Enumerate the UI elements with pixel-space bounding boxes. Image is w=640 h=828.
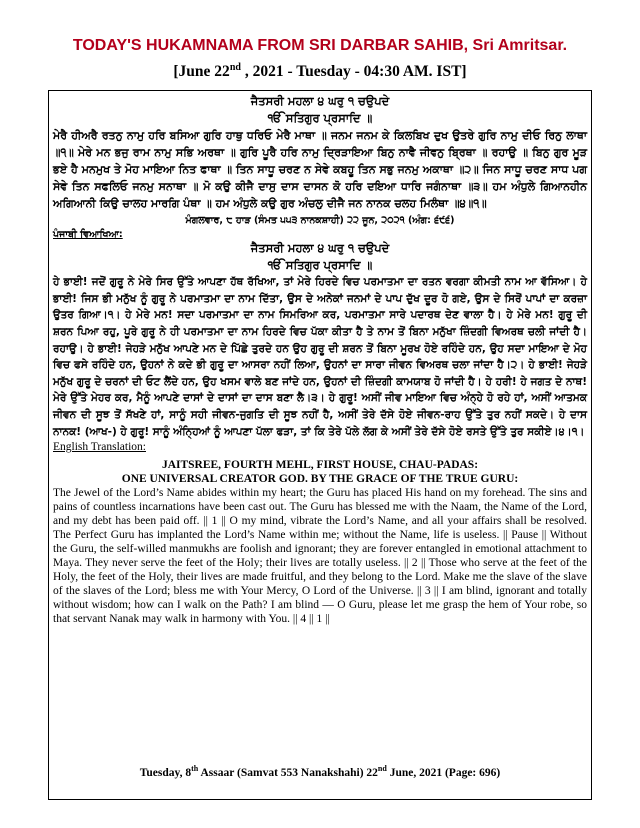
footer-date xyxy=(49,764,591,779)
hukamnama-box xyxy=(48,90,592,800)
english-label: English Translation: xyxy=(53,441,146,454)
footer-sup-2: nd xyxy=(377,764,387,774)
punjabi-text: ਹੇ ਭਾਈ! ਜਦੋਂ ਗੁਰੂ ਨੇ ਮੇਰੇ ਸਿਰ ਉੱਤੇ ਆਪਣਾ ਹੱਥ ਰੱਖਿਆ, ਤਾਂ ਮੇਰੇ ਹਿਰਦੇ ਵਿਚ ਪਰਮਾਤਮਾ ਦਾ ਰਤਨ ਵਰਗਾ ਕੀਮਤੀ ਨਾਮ ਆ ਵੱਸਿਆ। ਹੇ ਭਾਈ! ਜਿਸ ਭੀ ਮਨੁੱਖ ਨੂੰ ਗੁਰੂ ਨੇ ਪਰਮਾਤਮਾ ਦਾ ਨਾਮ ਦਿੱਤਾ, ਉਸ ਦੇ ਅਨੇਕਾਂ ਜਨਮਾਂ ਦੇ ਪਾਪ ਦੁੱਖ ਦੂਰ ਹੋ ਗਏ, ਉਸ ਦੇ ਸਿਰੋਂ ਪਾਪਾਂ ਦਾ ਕਰਜ਼ਾ ਉਤਰ ਗਿਆ।੧। ਹੇ ਮੇਰੇ ਮਨ! ਸਦਾ ਪਰਮਾਤਮਾ ਦਾ ਨਾਮ ਸਿਮਰਿਆ ਕਰ, ਪਰਮਾਤਮਾ ਸਾਰੇ ਪਦਾਰਥ ਦੇਣ ਵਾਲਾ ਹੈ। ਹੇ ਮੇਰੇ ਮਨ! ਗੁਰੂ ਦੀ ਸ਼ਰਨ ਪਿਆ ਰਹੁ, ਪੂਰੇ ਗੁਰੂ ਨੇ ਹੀ ਪਰਮਾਤਮਾ ਦਾ ਨਾਮ ਹਿਰਦੇ ਵਿਚ ਪੱਕਾ ਕੀਤਾ ਹੈ ਤੇ ਨਾਮ ਤੋਂ ਬਿਨਾ ਮਨੁੱਖਾ ਜ਼ਿੰਦਗੀ ਵਿਅਰਥ ਚਲੀ ਜਾਂਦੀ ਹੈ।ਰਹਾਉ। ਹੇ ਭਾਈ! ਜੇਹੜੇ ਮਨੁੱਖ ਆਪਣੇ ਮਨ ਦੇ ਪਿੱਛੇ ਤੁਰਦੇ ਹਨ ਉਹ ਗੁਰੂ ਦੀ ਸ਼ਰਨ ਤੋਂ ਬਿਨਾ ਮੂਰਖ ਹੋਏ ਰਹਿੰਦੇ ਹਨ, ਉਹ ਸਦਾ ਮਾਇਆ ਦੇ ਮੋਹ ਵਿਚ ਫਸੇ ਰਹਿੰਦੇ ਹਨ, ਉਹਨਾਂ ਨੇ ਕਦੇ ਭੀ ਗੁਰੂ ਦਾ ਆਸਰਾ ਨਹੀਂ ਲਿਆ, ਉਹਨਾਂ ਦਾ ਸਾਰਾ ਜੀਵਨ ਵਿਅਰਥ ਚਲਾ ਜਾਂਦਾ ਹੈ।੨। ਹੇ ਭਾਈ! ਜੇਹੜੇ ਮਨੁੱਖ ਗੁਰੂ ਦੇ ਚਰਨਾਂ ਦੀ ਓਟ ਲੈਂਦੇ ਹਨ, ਉਹ ਖਸਮ ਵਾਲੇ ਬਣ ਜਾਂਦੇ ਹਨ, ਉਹਨਾਂ ਦੀ ਜ਼ਿੰਦਗੀ ਕਾਮਯਾਬ ਹੋ ਜਾਂਦੀ ਹੈ। ਹੇ ਹਰੀ! ਹੇ ਜਗਤ ਦੇ ਨਾਥ! ਮੇਰੇ ਉੱਤੇ ਮੇਹਰ ਕਰ, ਮੈਨੂੰ ਆਪਣੇ ਦਾਸਾਂ ਦੇ ਦਾਸਾਂ ਦਾ ਦਾਸ ਬਣਾ ਲੈ।੩। ਹੇ ਗੁਰੂ! ਅਸੀਂ ਜੀਵ ਮਾਇਆ ਵਿਚ ਅੰਨ੍ਹੇ ਹੋ ਰਹੇ ਹਾਂ, ਅਸੀਂ ਆਤਮਕ ਜੀਵਨ ਦੀ ਸੂਝ ਤੋਂ ਸੱਖਣੇ ਹਾਂ, ਸਾਨੂੰ ਸਹੀ ਜੀਵਨ-ਜੁਗਤਿ ਦੀ ਸੂਝ ਨਹੀਂ ਹੈ, ਅਸੀਂ ਤੇਰੇ ਦੱਸੇ ਹੋਏ ਜੀਵਨ-ਰਾਹ ਉੱਤੇ ਤੁਰ ਨਹੀਂ ਸਕਦੇ। ਹੇ ਦਾਸ ਨਾਨਕ! (ਆਖ-) ਹੇ ਗੁਰੂ! ਸਾਨੂੰ ਅੰਨ੍ਹਿਆਂ ਨੂੰ ਆਪਣਾ ਪੱਲਾ ਫੜਾ, ਤਾਂ ਕਿ ਤੇਰੇ ਪੱਲੇ ਲੱਗ ਕੇ ਅਸੀਂ ਤੇਰੇ ਦੱਸੇ ਹੋਏ ਰਸਤੇ ਉੱਤੇ ਤੁਰ ਸਕੀਏ।੪।੧। xyxy=(53,276,587,438)
gurbani-text: ਮੇਰੈ ਹੀਅਰੈ ਰਤਨੁ ਨਾਮੁ ਹਰਿ ਬਸਿਆ ਗੁਰਿ ਹਾਥੁ ਧਰਿਓ ਮੇਰੈ ਮਾਥਾ ॥ ਜਨਮ ਜਨਮ ਕੇ ਕਿਲਬਿਖ ਦੁਖ ਉਤਰੇ ਗੁਰਿ ਨਾਮੁ ਦੀਓ ਰਿਨੁ ਲਾਥਾ ॥੧॥ ਮੇਰੇ ਮਨ ਭਜੁ ਰਾਮ ਨਾਮੁ ਸਭਿ ਅਰਥਾ ॥ ਗੁਰਿ ਪੂਰੈ ਹਰਿ ਨਾਮੁ ਦ੍ਰਿੜਾਇਆ ਬਿਨੁ ਨਾਵੈ ਜੀਵਨੁ ਬ੍ਰਿਥਾ ॥ ਰਹਾਉ ॥ ਬਿਨੁ ਗੁਰ ਮੂੜ ਭਏ ਹੈ ਮਨਮੁਖ ਤੇ ਮੋਹ ਮਾਇਆ ਨਿਤ ਫਾਥਾ ॥ ਤਿਨ ਸਾਧੂ ਚਰਣ ਨ ਸੇਵੇ ਕਬਹੂ ਤਿਨ ਸਭੁ ਜਨਮੁ ਅਕਾਥਾ ॥੨॥ ਜਿਨ ਸਾਧੂ ਚਰਣ ਸਾਧ ਪਗ ਸੇਵੇ ਤਿਨ ਸਫਲਿਓ ਜਨਮੁ ਸਨਾਥਾ ॥ ਮੋ ਕਉ ਕੀਜੈ ਦਾਸੁ ਦਾਸ ਦਾਸਨ ਕੋ ਹਰਿ ਦਇਆ ਧਾਰਿ ਜਗੰਨਾਥਾ ॥੩॥ ਹਮ ਅੰਧੁਲੇ ਗਿਆਨਹੀਨ ਅਗਿਆਨੀ ਕਿਉ ਚਾਲਹ ਮਾਰਗਿ ਪੰਥਾ ॥ ਹਮ ਅੰਧੁਲੇ ਕਉ ਗੁਰ ਅੰਚਲੁ ਦੀਜੈ ਜਨ ਨਾਨਕ ਚਲਹ ਮਿਲੰਥਾ ॥੪॥੧॥ xyxy=(53,129,587,211)
date-pre: [June 22 xyxy=(173,63,230,81)
punjabi-heading-1: ਜੈਤਸਰੀ ਮਹਲਾ ੪ ਘਰੁ ੧ ਚਉਪਦੇ xyxy=(250,241,390,256)
english-heading-2: ONE UNIVERSAL CREATOR GOD. BY THE GRACE OF THE TRUE GURU: xyxy=(121,473,519,486)
date-post: , 2021 - Tuesday - 04:30 AM. IST] xyxy=(240,63,467,81)
footer-sup-1: th xyxy=(191,764,199,774)
punjabi-label: ਪੰਜਾਬੀ ਵਿਆਖਿਆ: xyxy=(53,229,123,241)
document-page xyxy=(48,36,592,800)
date-sup: nd xyxy=(229,62,241,73)
gurbani-heading-1: ਜੈਤਸਰੀ ਮਹਲਾ ੪ ਘਰੁ ੧ ਚਉਪਦੇ xyxy=(250,94,390,109)
title-place: Sri Amritsar. xyxy=(468,37,568,54)
gurbani-meta: ਮੰਗਲਵਾਰ, ੮ ਹਾੜ (ਸੰਮਤ ੫੫੩ ਨਾਨਕਸ਼ਾਹੀ) ੨੨ ਜੂਨ, ੨੦੨੧ (ਅੰਗ: ੬੯੬) xyxy=(185,215,455,227)
english-heading-1: JAITSREE, FOURTH MEHL, FIRST HOUSE, CHAU-PADAS: xyxy=(161,459,479,472)
english-text: The Jewel of the Lord’s Name abides within my heart; the Guru has placed His hand on my forehead. The sins and pains of countless incarnations have been cast out. The Guru has blessed me with the Naam, the Name of the Lord, and my debt has been paid off. || 1 || O my mind, vibrate the Lord’s Name, and all your affairs shall be resolved. The Perfect Guru has implanted the Lord’s Name within me; without the Name, life is useless. || Pause || Without the Guru, the self-willed manmukhs are foolish and ignorant; they are forever entangled in emotional attachment to Maya. They never serve the feet of the Holy; their lives are totally useless. || 2 || Those who serve at the feet of the Holy, the feet of the Holy, their lives are made fruitful, and they belong to the Lord. Make me the slave of the slave of the slaves of the Lord; bless me with Your Mercy, O Lord of the Universe. || 3 || I am blind, ignorant and totally without wisdom; how can I walk on the Path? I am blind — O Guru, please let me grasp the hem of Your robe, so that servant Nanak may walk in harmony with You. || 4 || 1 || xyxy=(53,487,587,626)
title-text: TODAY'S HUKAMNAMA FROM SRI DARBAR SAHIB, xyxy=(72,37,469,54)
gurbani-heading-2: ੴ ਸਤਿਗੁਰ ਪ੍ਰਸਾਦਿ ॥ xyxy=(267,111,373,126)
footer-post: June, 2021 (Page: 696) xyxy=(386,767,501,780)
date-line xyxy=(48,58,592,82)
footer-mid: Assaar (Samvat 553 Nanakshahi) 22 xyxy=(198,767,378,780)
footer-pre: Tuesday, 8 xyxy=(139,767,192,780)
page-title xyxy=(48,36,592,56)
punjabi-heading-2: ੴ ਸਤਿਗੁਰ ਪ੍ਰਸਾਦਿ ॥ xyxy=(267,258,373,273)
